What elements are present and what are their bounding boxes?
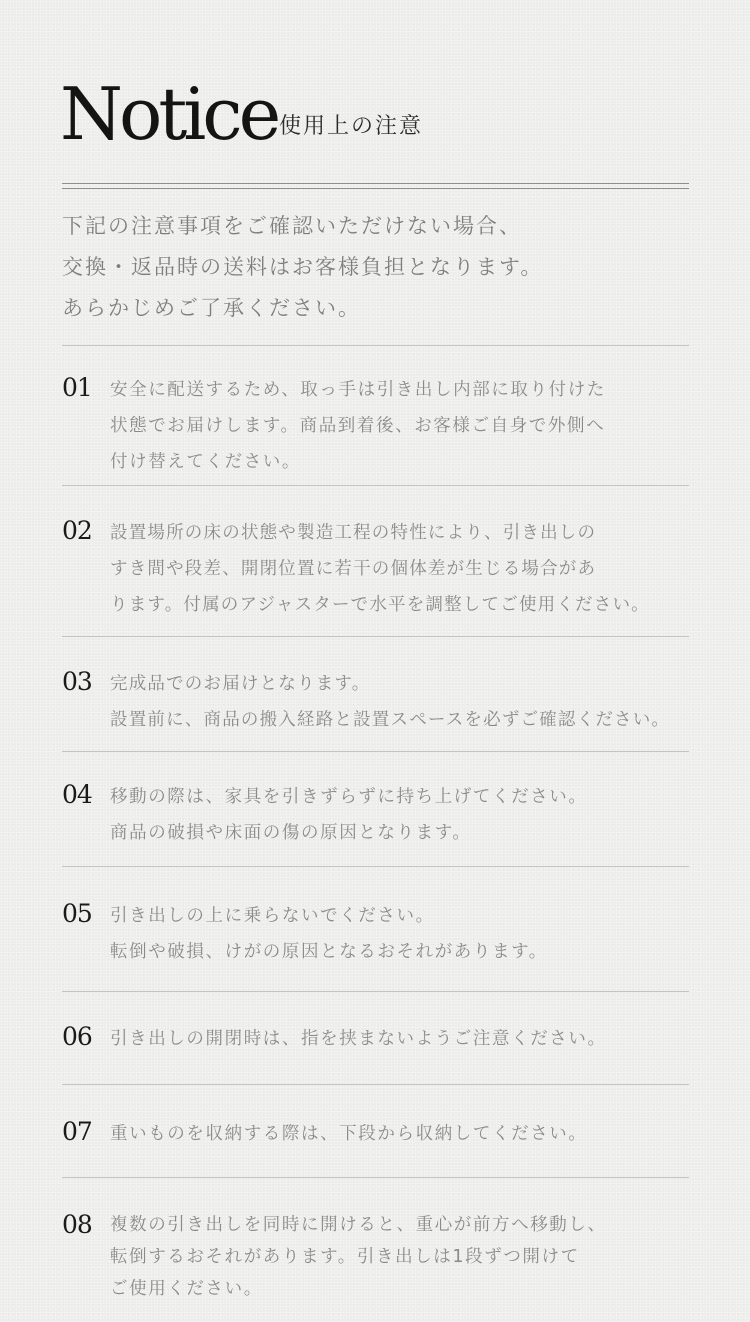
notice-number: 08 <box>62 1210 92 1239</box>
notice-divider <box>62 345 689 346</box>
notice-number: 04 <box>62 780 92 809</box>
notice-line: 重いものを収納する際は、下段から収納してください。 <box>110 1124 588 1144</box>
notice-line: 状態でお届けします。商品到着後、お客様ご自身で外側へ <box>110 416 606 436</box>
notice-line: 転倒や破損、けがの原因となるおそれがあります。 <box>110 942 548 962</box>
notice-text <box>110 666 670 738</box>
notice-divider <box>62 1084 689 1085</box>
notice-line: 設置場所の床の状態や製造工程の特性により、引き出しの <box>110 523 597 543</box>
header-divider <box>62 183 689 189</box>
notice-number: 06 <box>62 1022 92 1051</box>
notice-number: 05 <box>62 899 92 928</box>
notice-text <box>110 1209 607 1305</box>
notice-number: 07 <box>62 1117 92 1146</box>
notice-divider <box>62 636 689 637</box>
notice-text <box>110 1116 588 1152</box>
notice-line: 設置前に、商品の搬入経路と設置スペースを必ずご確認ください。 <box>110 710 671 730</box>
notice-divider <box>62 866 689 867</box>
notice-line: ります。付属のアジャスターで水平を調整してご使用ください。 <box>110 595 650 615</box>
notice-text <box>110 372 606 480</box>
notice-line: 移動の際は、家具を引きずらずに持ち上げてください。 <box>110 787 588 807</box>
notice-line: 引き出しの開閉時は、指を挟まないようご注意ください。 <box>110 1029 607 1049</box>
notice-line: ご使用ください。 <box>110 1279 263 1299</box>
page-title: Notice <box>60 72 278 156</box>
notice-divider <box>62 991 689 992</box>
notice-line: 安全に配送するため、取っ手は引き出し内部に取り付けた <box>110 380 606 400</box>
intro-line: あらかじめご了承ください。 <box>62 296 361 320</box>
notice-number: 02 <box>62 516 92 545</box>
notice-text <box>110 779 588 851</box>
intro-text <box>62 206 702 329</box>
notice-number: 03 <box>62 667 92 696</box>
notice-line: 完成品でのお届けとなります。 <box>110 674 371 694</box>
notice-text <box>110 898 548 970</box>
notice-divider <box>62 1177 689 1178</box>
page-subtitle: 使用上の注意 <box>279 114 424 139</box>
notice-line: 付け替えてください。 <box>110 452 301 472</box>
notice-line: 複数の引き出しを同時に開けると、重心が前方へ移動し、 <box>110 1215 607 1235</box>
intro-line: 交換・返品時の送料はお客様負担となります。 <box>62 255 544 279</box>
notice-line: 転倒するおそれがあります。引き出しは1段ずつ開けて <box>110 1247 580 1267</box>
notice-number: 01 <box>62 373 92 402</box>
notice-text <box>110 515 650 623</box>
header <box>60 74 700 154</box>
notice-line: 商品の破損や床面の傷の原因となります。 <box>110 823 472 843</box>
notice-divider <box>62 751 689 752</box>
notice-divider <box>62 485 689 486</box>
intro-line: 下記の注意事項をご確認いただけない場合、 <box>62 214 522 238</box>
notice-text <box>110 1021 607 1057</box>
notice-line: すき間や段差、開閉位置に若干の個体差が生じる場合があ <box>110 559 597 579</box>
notice-line: 引き出しの上に乗らないでください。 <box>110 906 435 926</box>
